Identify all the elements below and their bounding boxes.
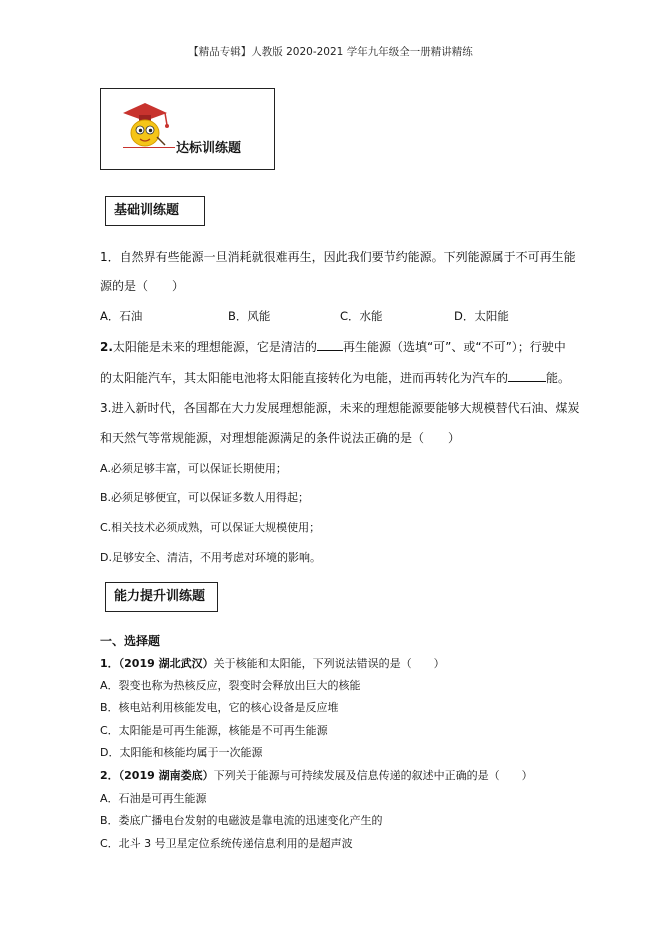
q4-stem-text: 关于核能和太阳能，下列说法错误的是（ ） <box>213 657 445 670</box>
q5-source: （2019 湖南娄底） <box>118 769 214 782</box>
q5-stem <box>100 767 533 783</box>
q2-line2 <box>100 369 570 386</box>
q2-blank-1[interactable] <box>317 338 343 351</box>
q1-line1: 1．自然界有些能源一旦消耗就很难再生，因此我们要节约能源。下列能源属于不可再生能 <box>100 250 576 264</box>
q1-option-d: D．太阳能 <box>454 309 509 323</box>
logo-underline <box>123 147 175 148</box>
section-title-advanced: 能力提升训练题 <box>105 582 218 612</box>
q1-line2: 源的是（ ） <box>100 279 185 293</box>
q2-number: 2. <box>100 340 113 354</box>
section-title-basic: 基础训练题 <box>105 196 205 226</box>
q1-option-a: A．石油 <box>100 309 143 323</box>
q5-option-b: B．娄底广播电台发射的电磁波是靠电流的迅速变化产生的 <box>100 814 383 827</box>
q3-option-a: A.必须足够丰富，可以保证长期使用； <box>100 462 287 475</box>
q3-line1: 3.进入新时代，各国都在大力发展理想能源，未来的理想能源要能够大规模替代石油、煤炭 <box>100 401 580 415</box>
q3-option-c: C.相关技术必须成熟，可以保证大规模使用； <box>100 521 321 534</box>
q3-option-d: D.足够安全、清洁，不用考虑对环境的影响。 <box>100 551 321 564</box>
q1-option-b: B．风能 <box>228 309 271 323</box>
page-header: 【精品专辑】人教版 2020-2021 学年九年级全一册精讲精练 <box>188 46 473 58</box>
q4-option-c: C．太阳能是可再生能源，核能是不可再生能源 <box>100 724 328 737</box>
q1-options <box>100 308 600 324</box>
q2-text-a: 太阳能是未来的理想能源，它是清洁的 <box>112 340 317 354</box>
logo-banner <box>100 88 275 170</box>
q4-option-b: B．核电站利用核能发电，它的核心设备是反应堆 <box>100 701 339 714</box>
part-title-choice: 一、选择题 <box>100 634 161 648</box>
q2-text-c: 的太阳能汽车，其太阳能电池将太阳能直接转化为电能，进而再转化为汽车的 <box>100 371 509 385</box>
q3-line2: 和天然气等常规能源，对理想能源满足的条件说法正确的是（ ） <box>100 431 461 445</box>
logo-title: 达标训练题 <box>176 141 242 156</box>
q2-blank-2[interactable] <box>508 369 546 382</box>
graduate-mascot-icon <box>117 99 173 151</box>
q4-source: （2019 湖北武汉） <box>118 657 214 670</box>
q5-stem-text: 下列关于能源与可持续发展及信息传递的叙述中正确的是（ ） <box>213 769 533 782</box>
q4-stem <box>100 655 445 671</box>
q5-option-c: C．北斗 3 号卫星定位系统传递信息利用的是超声波 <box>100 837 353 850</box>
q2-line1 <box>100 338 566 355</box>
q4-number: 1． <box>100 657 119 670</box>
q4-option-a: A．裂变也称为热核反应，裂变时会释放出巨大的核能 <box>100 679 361 692</box>
q5-option-a: A．石油是可再生能源 <box>100 792 207 805</box>
q2-text-b: 再生能源（选填“可”、或“不可”）；行驶中 <box>342 340 566 354</box>
q4-option-d: D．太阳能和核能均属于一次能源 <box>100 746 263 759</box>
q2-text-d: 能。 <box>546 371 571 385</box>
q5-number: 2． <box>100 769 119 782</box>
q1-option-c: C．水能 <box>340 309 383 323</box>
q3-option-b: B.必须足够便宜，可以保证多数人用得起； <box>100 491 310 504</box>
